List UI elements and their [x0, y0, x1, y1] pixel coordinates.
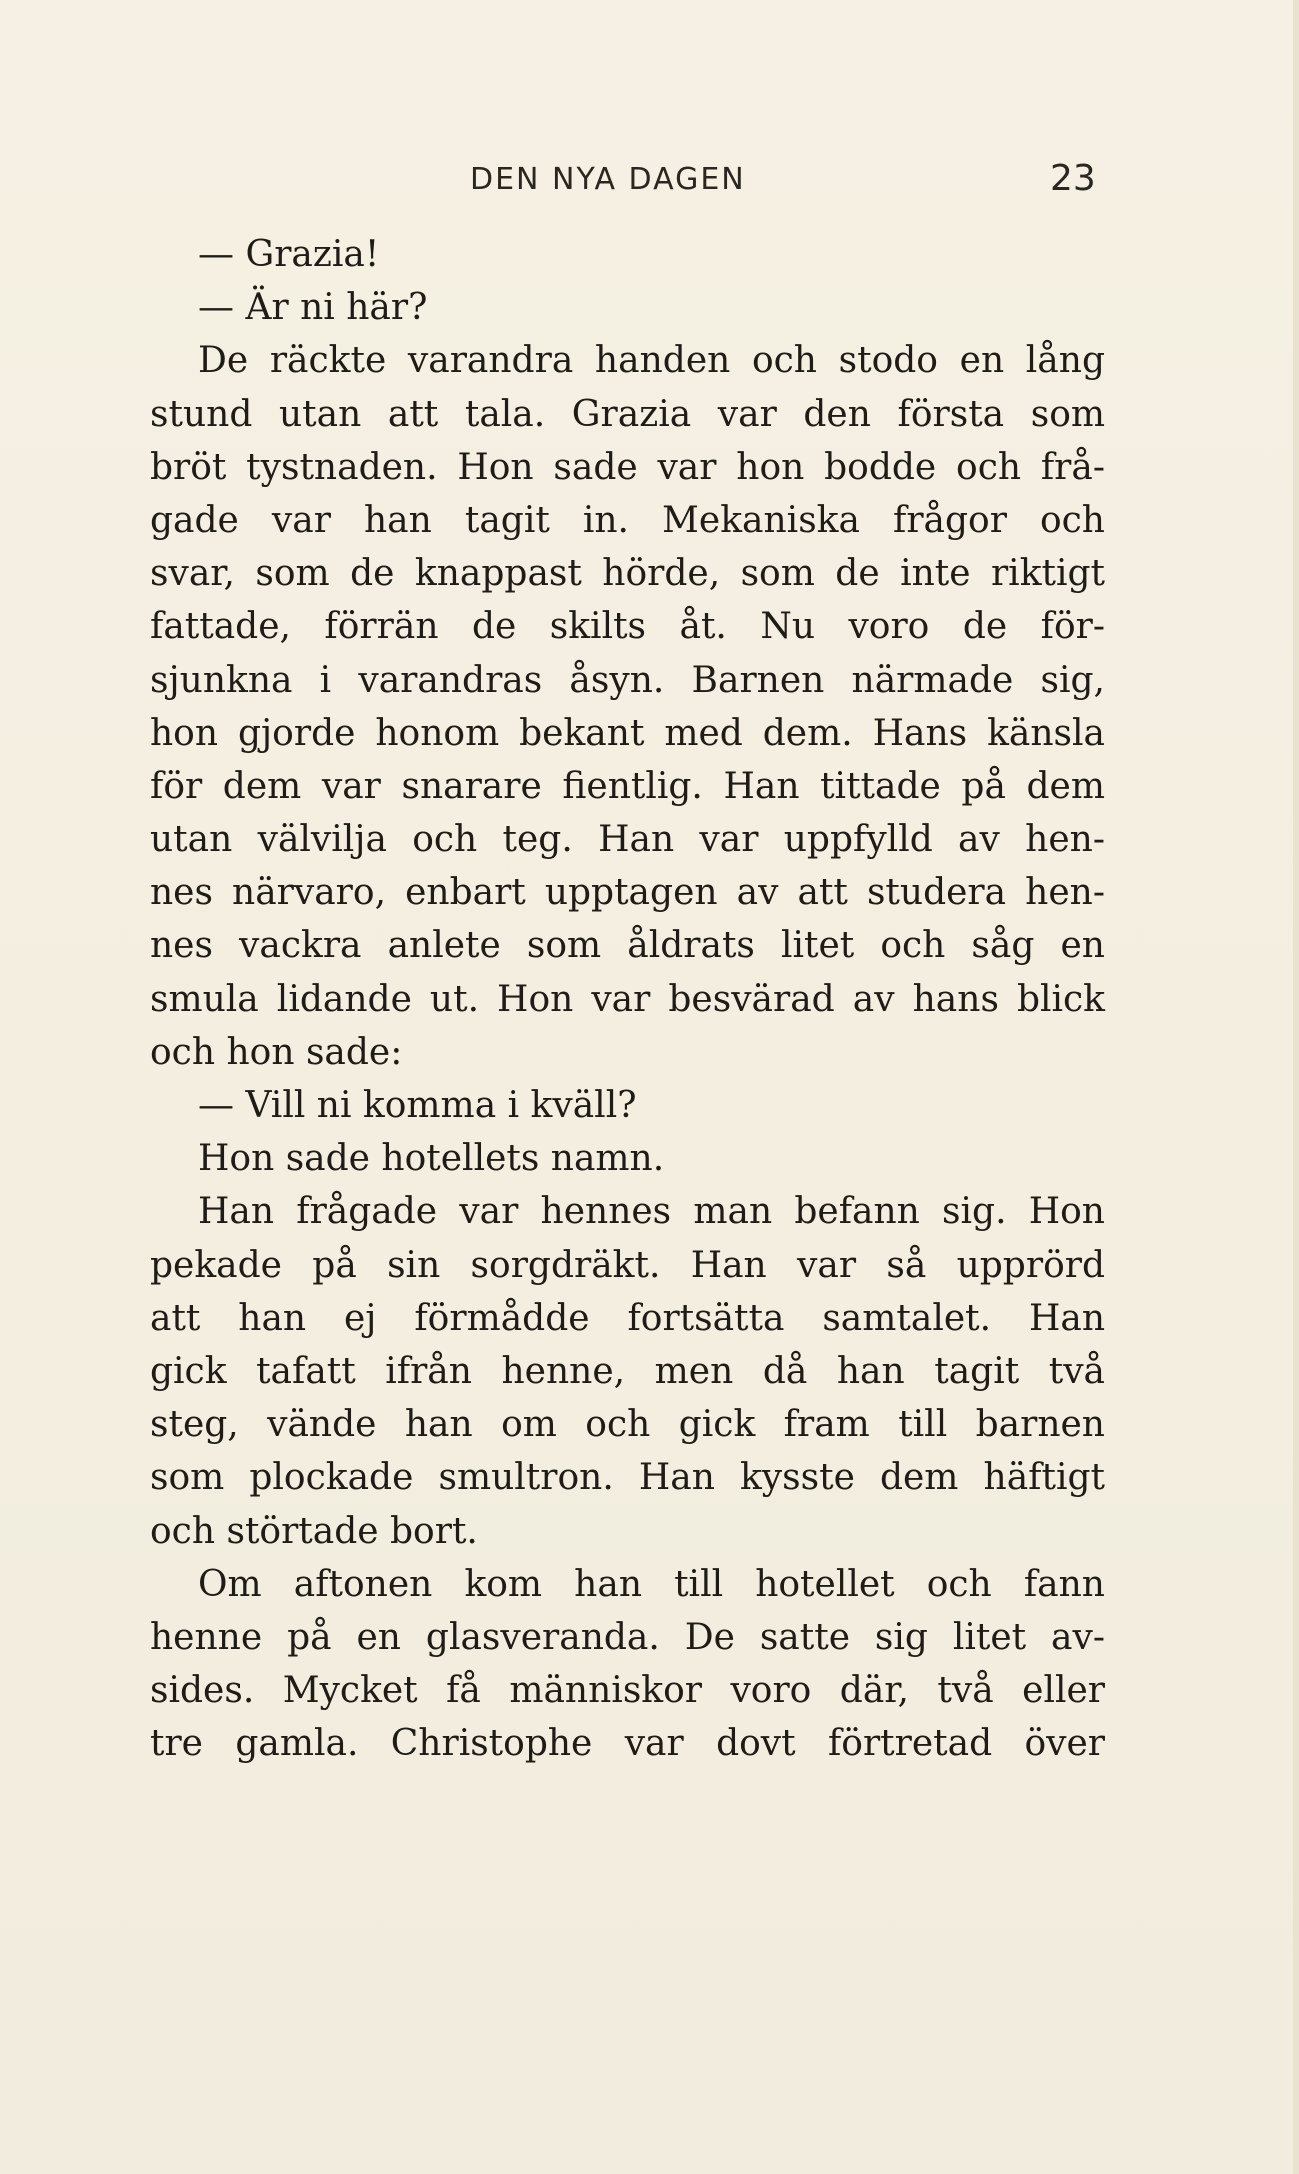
text-line: Om aftonen kom han till hotellet och fann	[198, 1563, 1105, 1605]
text-line: nes närvaro, enbart upptagen av att studera hen-	[150, 872, 1105, 914]
text-line: att han ej förmådde fortsätta samtalet. Han	[150, 1297, 1105, 1339]
text-line: sides. Mycket få människor voro där, två eller	[150, 1670, 1105, 1712]
text-line: — Grazia!	[198, 234, 380, 275]
text-line: nes vackra anlete som åldrats litet och såg en	[150, 925, 1105, 967]
text-line: — Vill ni komma i kväll?	[198, 1085, 637, 1126]
text-line: stund utan att tala. Grazia var den första som	[150, 393, 1105, 435]
text-line: och störtade bort.	[150, 1510, 478, 1552]
text-line: smula lidande ut. Hon var besvärad av hans blick	[150, 978, 1105, 1020]
text-line: och hon sade:	[150, 1031, 403, 1073]
text-line: — Är ni här?	[198, 287, 428, 329]
text-line: bröt tystnaden. Hon sade var hon bodde och frå-	[150, 446, 1105, 488]
text-line: som plockade smultron. Han kysste dem häftigt	[150, 1457, 1105, 1499]
text-line: henne på en glasveranda. De satte sig litet av-	[150, 1616, 1105, 1658]
page-number: 23	[1050, 158, 1096, 199]
page-edge	[1293, 0, 1299, 2174]
text-line: fattade, förrän de skilts åt. Nu voro de för-	[150, 606, 1105, 648]
text-line: gade var han tagit in. Mekaniska frågor och	[150, 499, 1105, 541]
text-line: steg, vände han om och gick fram till barnen	[150, 1404, 1105, 1446]
text-line: tre gamla. Christophe var dovt förtretad över	[150, 1723, 1105, 1765]
text-line: pekade på sin sorgdräkt. Han var så upprörd	[150, 1244, 1105, 1286]
text-line: Hon sade hotellets namn.	[198, 1138, 665, 1180]
text-line: Han frågade var hennes man befann sig. Hon	[198, 1191, 1105, 1233]
body-text	[150, 228, 1105, 1770]
running-head: DEN NYA DAGEN	[470, 162, 746, 197]
text-line: för dem var snarare fientlig. Han tittade på dem	[150, 765, 1105, 807]
text-line: utan välvilja och teg. Han var uppfylld av hen-	[150, 819, 1105, 861]
text-line: De räckte varandra handen och stodo en lång	[198, 340, 1105, 382]
text-line: svar, som de knappast hörde, som de inte riktigt	[150, 553, 1105, 595]
text-line: sjunkna i varandras åsyn. Barnen närmade sig,	[150, 659, 1105, 701]
text-line: hon gjorde honom bekant med dem. Hans känsla	[150, 712, 1105, 754]
text-line: gick tafatt ifrån henne, men då han tagit två	[150, 1350, 1105, 1392]
